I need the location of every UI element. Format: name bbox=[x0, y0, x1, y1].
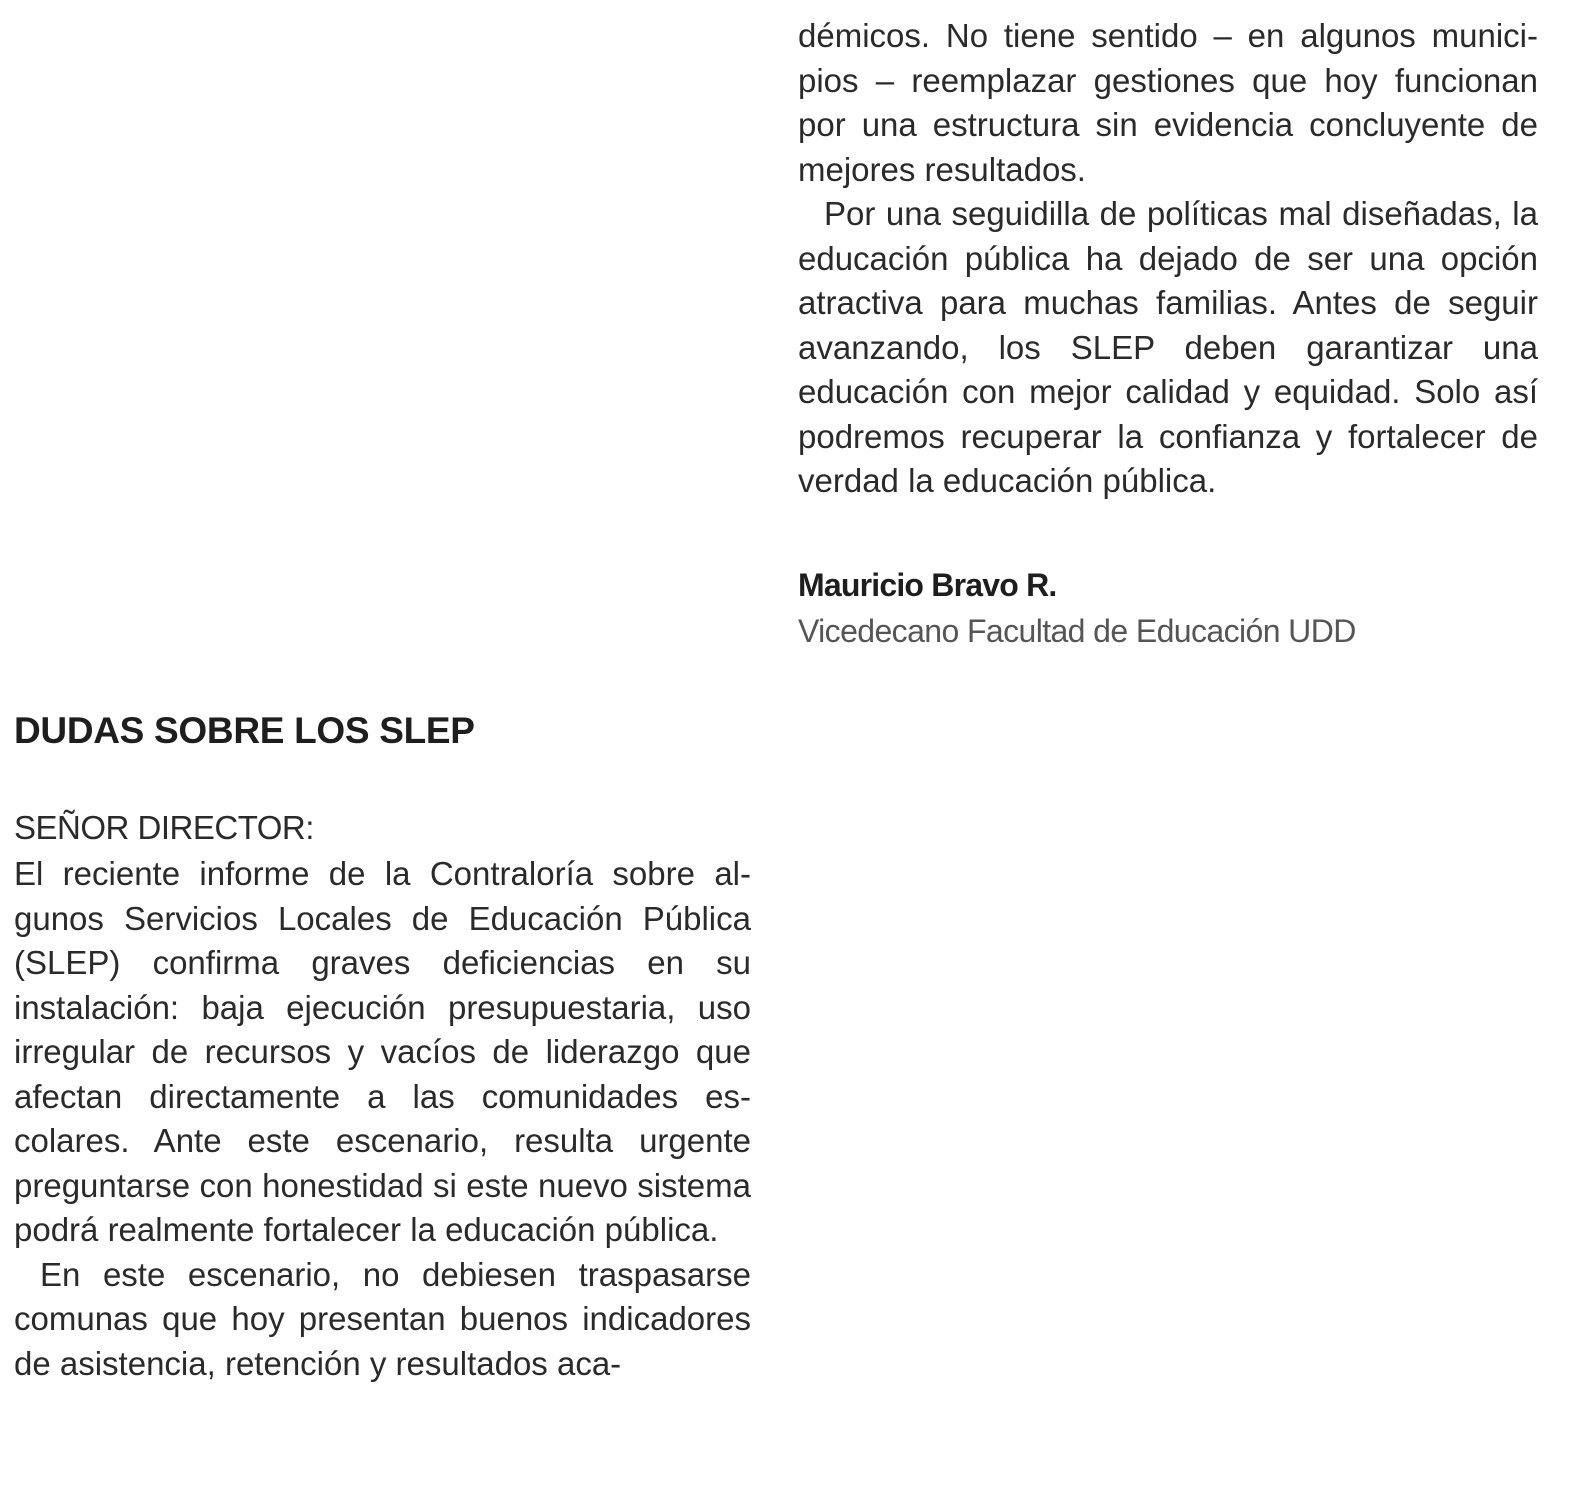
body-paragraph: En este escenario, no debiesen traspasarse comunas que hoy presentan buenos indicadores de asistencia, retención y resultados aca- bbox=[14, 1255, 751, 1382]
body-paragraph: démicos. No tiene sentido – en algunos municipios – reemplazar gestiones que hoy funcionan por una estructura sin evidencia concluyente de mejores resultados. bbox=[798, 17, 1538, 188]
left-column bbox=[14, 852, 751, 1386]
letter-headline: DUDAS SOBRE LOS SLEP bbox=[14, 710, 475, 751]
salutation: SEÑOR DIRECTOR: bbox=[14, 809, 314, 846]
signature-name: Mauricio Bravo R. bbox=[798, 567, 1057, 603]
signature-role: Vicedecano Facultad de Educación UDD bbox=[798, 613, 1356, 649]
right-column bbox=[798, 14, 1538, 504]
body-paragraph: El reciente informe de la Contraloría sobre algunos Servicios Locales de Educación Pública (SLEP) confirma graves deficiencias en su instalación: baja ejecución presupuestaria, uso irregular de recursos y vacíos de liderazgo que afectan directamente a las comunidades escolares. Ante este escenario, resulta urgente preguntarse con honestidad si este nuevo sistema podrá realmente fortalecer la educación pública. bbox=[14, 855, 751, 1248]
body-paragraph: Por una seguidilla de políticas mal diseñadas, la educación pública ha dejado de ser una opción atractiva para muchas familias. Antes de seguir avanzando, los SLEP deben garantizar una educación con mejor calidad y equidad. Solo así podremos recuperar la confianza y fortalecer de verdad la educación pública. bbox=[798, 195, 1538, 499]
